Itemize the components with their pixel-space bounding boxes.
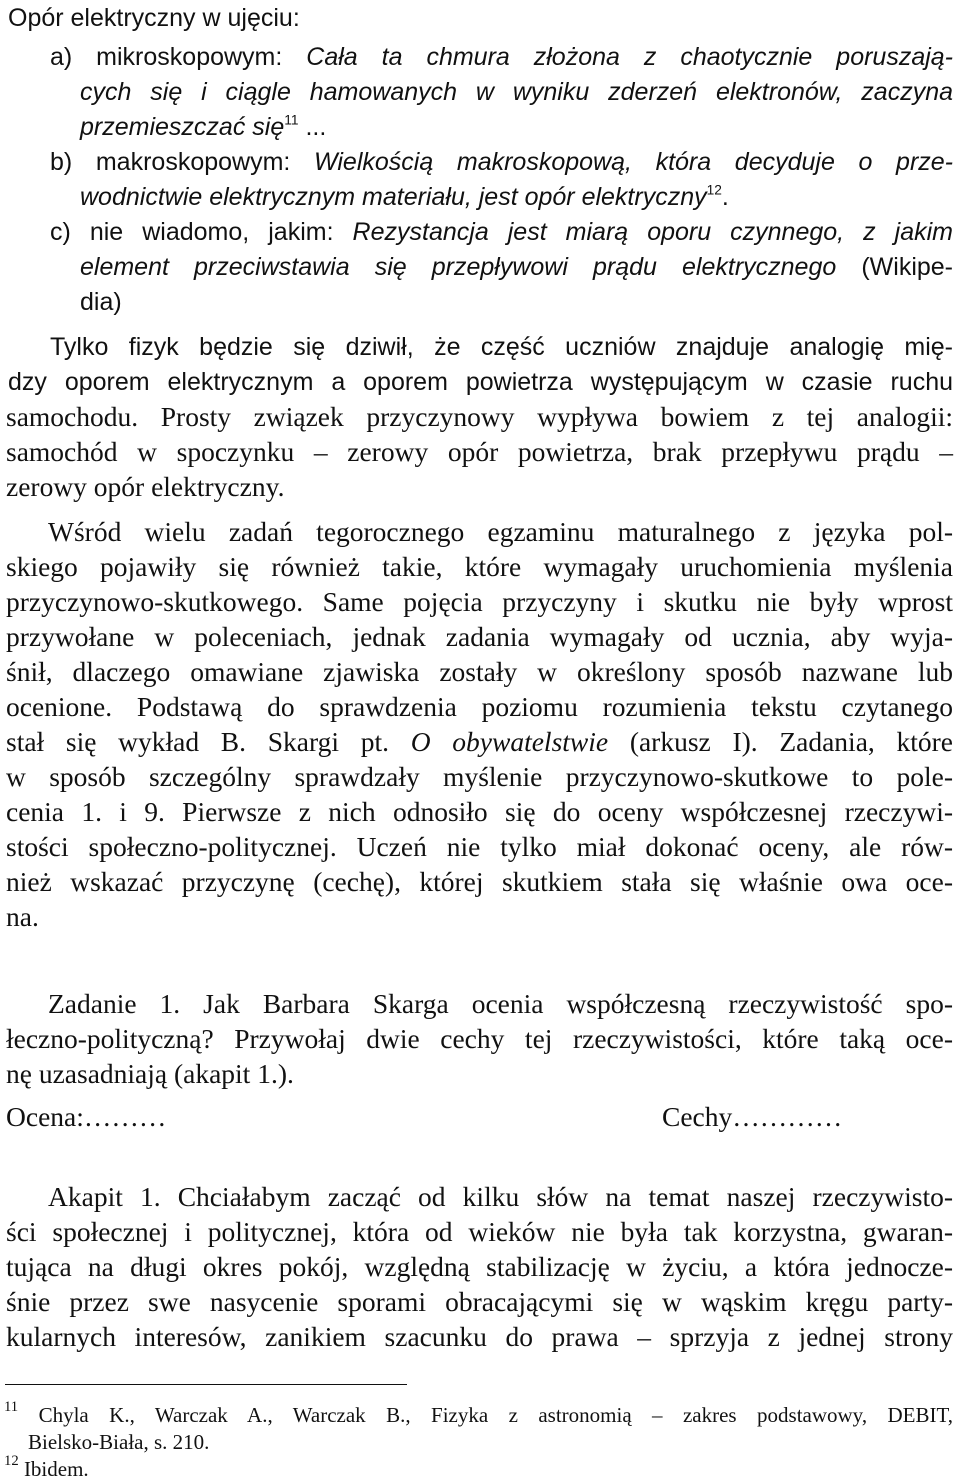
para2-line-2: skiego pojawiły się również takie, które wymagały uruchomienia myślenia [6,551,953,582]
footnote-12-text: Ibidem. [23,1457,89,1481]
item-b-label: b) makroskopowym: [50,148,314,176]
footnote-ref-12: 12 [706,182,722,198]
item-a-label: a) mikroskopowym: [50,43,307,71]
para2-line-7 [6,728,953,756]
para1-line-4: samochód w spoczynku – zerowy opór powietrza, brak przepływu prądu – [6,436,953,467]
item-a-quote-end: przemieszczać się [80,113,285,141]
footnote-11-text: Chyla K., Warczak A., Warczak B., Fizyka z astronomią – zakres podstawowy, DEBIT, [38,1403,953,1427]
answer-ocena: Ocena:……… [6,1101,167,1132]
para2-line-3: przyczynowo-skutkowego. Same pojęcia przyczyny i skutku nie były wprost [6,586,953,617]
item-a-line-1 [50,45,953,70]
section-heading: Opór elektryczny w ujęciu: [8,4,300,32]
para2-line-5: śnił, dlaczego omawiane zjawiska zostały w określony sposób nazwane lub [6,656,953,687]
akapit-line-1: Akapit 1. Chciałabym zacząć od kilku słów na temat naszej rzeczywisto- [48,1181,953,1212]
para1-line-1: Tylko fizyk będzie się dziwił, że część uczniów znajduje analogię mię- [50,333,953,361]
footnote-divider [5,1384,407,1385]
para1-line-3: samochodu. Prosty związek przyczynowy wypływa bowiem z tej analogii: [6,401,953,432]
footnote-11-number: 11 [4,1398,19,1415]
ellipsis: ... [298,113,327,141]
item-c-quote: Rezystancja jest miarą oporu czynnego, z jakim [352,218,953,246]
answer-cechy: Cechy………… [662,1101,843,1132]
para2-line-7-b: (arkusz I). Zadania, które [608,726,953,757]
item-b-line-2 [80,182,729,211]
task-line-2: łeczno-polityczną? Przywołaj dwie cechy tej rzeczywistości, które taką oce- [6,1023,953,1054]
para2-line-11: nież wskazać przyczynę (cechę), której skutkiem stała się właśnie owa oce- [6,866,953,897]
footnote-11-line-2: Bielsko-Biała, s. 210. [28,1430,210,1454]
item-a-quote: Cała ta chmura złożona z chaotycznie poruszają- [306,43,954,71]
footnote-12 [4,1452,89,1481]
item-b-quote-end: wodnictwie elektrycznym materiału, jest opór elektryczny [80,183,707,211]
book-title: O obywatelstwie [410,726,609,757]
item-a-line-3 [80,112,327,141]
period: . [721,183,729,211]
para2-line-7-a: stał się wykład B. Skargi pt. [6,726,411,757]
item-b-line-1 [50,150,953,175]
para1-line-2: dzy oporem elektrycznym a oporem powietrza występującym w czasie ruchu [8,368,953,396]
task-line-1: Zadanie 1. Jak Barbara Skarga ocenia współczesną rzeczywistość spo- [48,988,953,1019]
item-c-quote-end: element przeciwstawia się przepływowi prądu elektrycznego [80,253,837,281]
item-c-line-1 [50,220,953,245]
para2-line-4: przywołane w poleceniach, jednak zadania wymagały od ucznia, aby wyja- [6,621,953,652]
para1-line-5: zerowy opór elektryczny. [6,471,285,502]
item-c-label: c) nie wiadomo, jakim: [50,218,353,246]
akapit-line-2: ści społecznej i politycznej, która od wieków nie była tak korzystna, gwaran- [6,1216,953,1247]
para2-line-12: na. [6,901,39,932]
para2-line-1: Wśród wielu zadań tegorocznego egzaminu maturalnego z języka pol- [48,516,953,547]
task-line-3: nę uzasadniają (akapit 1.). [6,1058,294,1089]
para2-line-10: stości społeczno-politycznej. Uczeń nie tylko miał dokonać oceny, ale rów- [6,831,953,862]
akapit-line-3: tująca na długi okres pokój, względną stabilizację w życiu, a która jednocze- [6,1251,953,1282]
akapit-line-5: kularnych interesów, zanikiem szacunku do prawa – sprzyja z jednej strony [6,1321,953,1352]
footnote-11 [4,1398,953,1427]
item-c-line-2 [80,255,953,280]
akapit-line-4: śnie przez swe nasycenie sporami obracającymi się w wąskim kręgu party- [6,1286,953,1317]
para2-line-9: cenia 1. i 9. Pierwsze z nich odnosiło się do oceny współczesnej rzeczywi- [6,796,953,827]
para2-line-6: ocenione. Podstawą do sprawdzenia poziomu rozumienia tekstu czytanego [6,691,953,722]
item-a-line-2: cych się i ciągle hamowanych w wyniku zderzeń elektronów, zaczyna [80,78,953,106]
item-c-source: (Wikipe- [836,253,954,281]
footnote-ref-11: 11 [284,112,299,128]
item-c-line-3: dia) [80,288,122,316]
item-b-quote: Wielkością makroskopową, która decyduje o prze- [314,148,953,176]
para2-line-8: w sposób szczególny sprawdzały myślenie przyczynowo-skutkowe to pole- [6,761,953,792]
footnote-12-number: 12 [4,1452,19,1469]
